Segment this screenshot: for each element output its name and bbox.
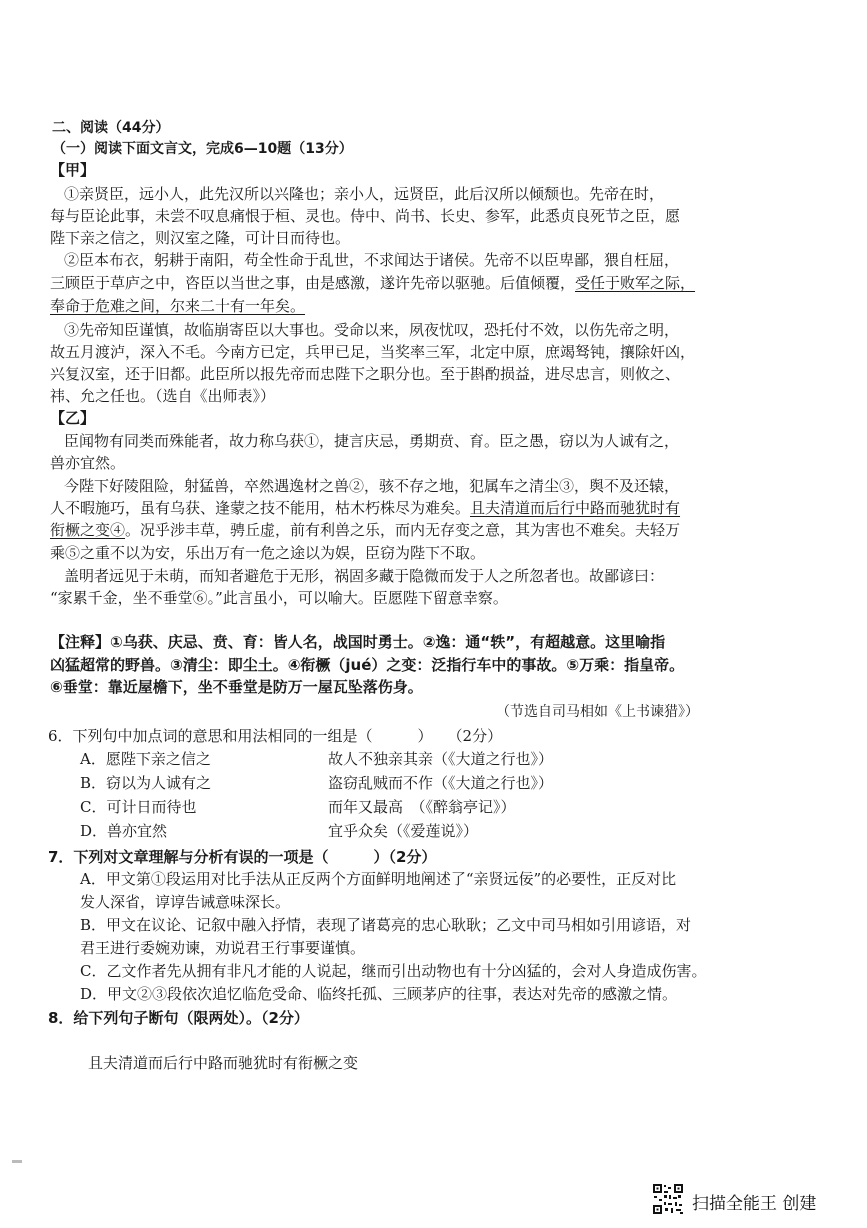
q7-option-line: 发人深省，谆谆告诫意味深长。 <box>80 893 291 911</box>
scanner-watermark <box>652 1183 852 1217</box>
yi-p2-text: 人不暇施巧，虽有乌获、逢蒙之技不能用，枯木朽株尽为难矣。 <box>50 499 471 517</box>
notes-line <box>50 677 423 697</box>
brand-label: 扫描全能王 创建 <box>692 1194 817 1214</box>
q7-option-line: B．甲文在议论、记叙中融入抒情，表现了诸葛亮的忠心耿耿；乙文中司马相如引用谚语，对 <box>80 916 692 934</box>
question-6-stem: 6．下列句中加点词的意思和用法相同的一组是（ ） （2分） <box>48 727 503 745</box>
jia-p2-text: 三顾臣于草庐之中，咨臣以当世之事，由是感激，遂许先帝以驱驰。后值倾覆， <box>50 274 576 292</box>
jia-p1-line: ①亲贤臣，远小人，此先汉所以兴隆也；亲小人，远贤臣，此后汉所以倾颓也。先帝在时， <box>64 185 665 203</box>
q6-option-right: 宜乎众矣（《爱莲说》） <box>328 822 479 840</box>
source-citation: （节选自司马相如《上书谏猎》） <box>496 704 699 720</box>
underlined-sentence: 且夫清道而后行中路而驰犹时有 <box>470 499 681 517</box>
q7-option-line: A．甲文第①段运用对比手法从正反两个方面鲜明地阐述了“亲贤远佞”的必要性，正反对比 <box>80 870 677 888</box>
underlined-sentence: 衔橛之变④ <box>50 521 126 539</box>
jia-p3-line: 祎、允之任也。（选自《出师表》） <box>50 387 276 405</box>
scan-mark <box>12 1160 22 1163</box>
q8-sentence: 且夫清道而后行中路而驰犹时有衔橛之变 <box>88 1054 359 1072</box>
question-7-stem: 7．下列对文章理解与分析有误的一项是（ ）（2分） <box>48 848 437 866</box>
yi-p1-line: 兽亦宜然。 <box>50 454 126 472</box>
yi-p1-line: 臣闻物有同类而殊能者，故力称乌获①，捷言庆忌，勇期贲、育。臣之愚，窃以为人诚有之， <box>64 432 680 450</box>
yi-p3-line: “家累千金，坐不垂堂⑥。”此言虽小，可以喻大。臣愿陛下留意幸察。 <box>50 589 508 607</box>
yi-p2-line: 乘⑤之重不以为安，乐出万有一危之途以为娱，臣窃为陛下不取。 <box>50 544 486 562</box>
yi-label: 【乙】 <box>50 409 96 427</box>
section-title: 二、阅读（44分） <box>52 120 170 136</box>
q6-option-right: 故人不独亲其亲（《大道之行也》） <box>328 750 554 768</box>
jia-label: 【甲】 <box>50 161 96 179</box>
yi-p2-line: 今陛下好陵阻险，射猛兽，卒然遇逸材之兽②，骇不存之地，犯属车之清尘③，舆不及还辕， <box>64 477 680 495</box>
yi-p3-line: 盖明者远见于未萌，而知者避危于无形，祸固多藏于隐微而发于人之所忽者也。故鄙谚曰： <box>64 567 665 585</box>
q7-option-line: C．乙文作者先从拥有非凡才能的人说起，继而引出动物也有十分凶猛的，会对人身造成伤害。 <box>80 962 707 980</box>
part-title: （一）阅读下面文言文，完成6—10题（13分） <box>52 141 353 157</box>
q6-option-right: 而年又最高 （《醉翁亭记》） <box>328 798 516 816</box>
underlined-sentence: 受任于败军之际， <box>575 274 696 292</box>
jia-p3-line: ③先帝知臣谨慎，故临崩寄臣以大事也。受命以来，夙夜忧叹，恐托付不效，以伤先帝之明， <box>64 321 680 339</box>
q6-option-left: D．兽亦宜然 <box>80 822 168 840</box>
notes-line <box>50 632 665 652</box>
jia-p3-line: 故五月渡泸，深入不毛。今南方已定，兵甲已足，当奖率三军，北定中原，庶竭驽钝，攘除奸凶， <box>50 343 696 361</box>
jia-p1-line: 陛下亲之信之，则汉室之隆，可计日而待也。 <box>50 229 351 247</box>
q7-option-line: 君王进行委婉劝谏，劝说君王行事要谨慎。 <box>80 939 366 957</box>
notes-text: 【注释】①乌获、庆忌、贲、育：皆人名，战国时勇士。②逸：通“轶”，有超越意。这里喻指 <box>50 633 666 651</box>
jia-p1-line: 每与臣论此事，未尝不叹息痛恨于桓、灵也。侍中、尚书、长史、参军，此悉贞良死节之臣，愿 <box>50 207 681 225</box>
jia-p2-line <box>50 273 695 293</box>
q6-option-left: C．可计日而待也 <box>80 798 197 816</box>
q6-option-left: A．愿陛下亲之信之 <box>80 750 211 768</box>
jia-p3-line: 兴复汉室，还于旧都。此臣所以报先帝而忠陛下之职分也。至于斟酌损益，进尽忠言，则攸之、 <box>50 365 681 383</box>
notes-line <box>50 655 684 675</box>
question-8-stem: 8．给下列句子断句（限两处）。（2分） <box>48 1009 309 1027</box>
notes-text: 凶猛超常的野兽。③清尘：即尘土。④衔橛（jué）之变：泛指行车中的事故。⑤万乘：指皇帝。 <box>50 656 685 674</box>
yi-p2-line <box>50 520 680 540</box>
notes-text: ⑥垂堂：靠近屋檐下，坐不垂堂是防万一屋瓦坠落伤身。 <box>50 678 423 696</box>
underlined-sentence: 奉命于危难之间，尔来二十有一年矣。 <box>50 297 306 315</box>
jia-p2-line: ②臣本布衣，躬耕于南阳，苟全性命于乱世，不求闻达于诸侯。先帝不以臣卑鄙，猥自枉屈， <box>64 251 680 269</box>
q7-option-line: D．甲文②③段依次追忆临危受命、临终托孤、三顾茅庐的往事，表达对先帝的感激之情。 <box>80 985 678 1003</box>
yi-p2-line <box>50 498 680 518</box>
q6-option-left: B．窃以为人诚有之 <box>80 774 212 792</box>
qr-code-icon <box>652 1183 684 1215</box>
yi-p2-text: 。况乎涉丰草，骋丘虚，前有利兽之乐，而内无存变之意，其为害也不难矣。夫轻万 <box>125 521 681 539</box>
q6-option-right: 盗窃乱贼而不作（《大道之行也》） <box>328 774 554 792</box>
